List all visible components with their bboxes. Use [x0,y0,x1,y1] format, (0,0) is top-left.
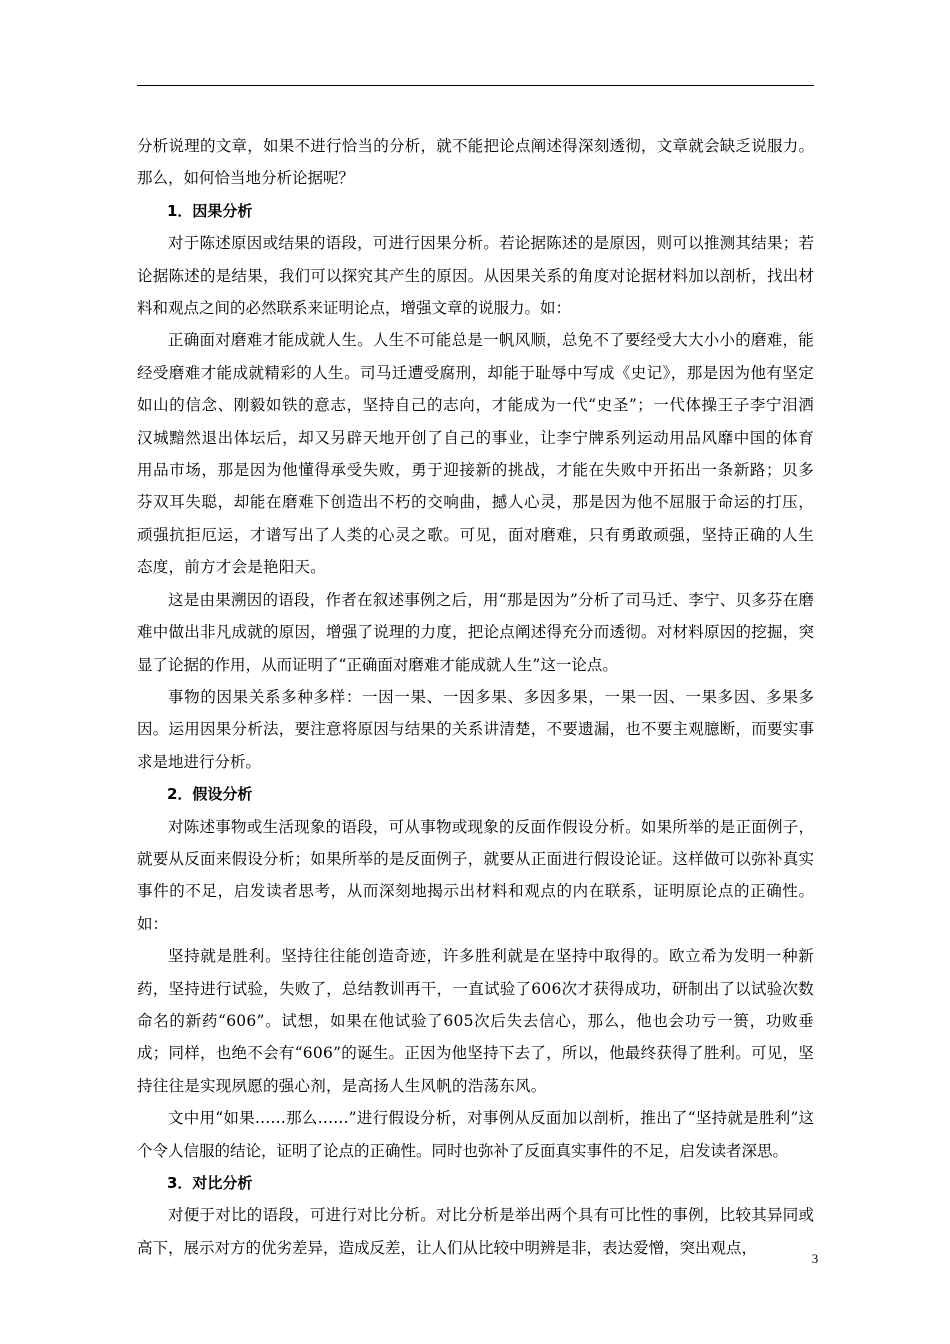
page-content [137,130,814,1264]
section-heading-causal: 1．因果分析 [167,201,253,220]
section-heading-contrast: 3．对比分析 [167,1174,253,1192]
causal-example: 正确面对磨难才能成就人生。人生不可能总是一帆风顺，总免不了要经受大大小小的磨难，能经受磨难才能成就精彩的人生。司马迁遭受腐刑，却能于耻辱中写成《史记》，那是因为他有坚定如山的信念、刚毅如铁的意志，坚持自己的志向，才能成为一代“史圣”；一代体操王子李宁泪洒汉城黯然退出体坛后，却又另辟天地开创了自己的事业，让李宁牌系列运动用品风靡中国的体育用品市场，那是因为他懂得承受失败，勇于迎接新的挑战，才能在失败中开拓出一条新路；贝多芬双耳失聪，却能在磨难下创造出不朽的交响曲，撼人心灵，那是因为他不屈服于命运的打压，顽强抗拒厄运，才谱写出了人类的心灵之歌。可见，面对磨难，只有勇敢顽强，坚持正确的人生态度，前方才会是艳阳天。 [137,331,814,577]
header-rule [137,85,814,86]
contrast-paragraph-1: 对便于对比的语段，可进行对比分析。对比分析是举出两个具有可比性的事例，比较其异同或高下，展示对方的优劣差异，造成反差，让人们从比较中明辨是非，表达爱憎，突出观点， [137,1206,814,1257]
hypothesis-paragraph-1: 对陈述事物或生活现象的语段，可从事物或现象的反面作假设分析。如果所举的是正面例子，就要从反面来假设分析；如果所举的是反面例子，就要从正面进行假设论证。这样做可以弥补真实事件的不足，启发读者思考，从而深刻地揭示出材料和观点的内在联系，证明原论点的正确性。如： [137,817,814,933]
hypothesis-example: 坚持就是胜利。坚持往往能创造奇迹，许多胜利就是在坚持中取得的。欧立希为发明一种新药，坚持进行试验，失败了，总结教训再干，一直试验了606次才获得成功，研制出了以试验次数命名的新药“606”。试想，如果在他试验了605次后失去信心，那么，他也会功亏一篑，功败垂成；同样，也绝不会有“606”的诞生。正因为他坚持下去了，所以，他最终获得了胜利。可见，坚持往往是实现夙愿的强心剂，是高扬人生风帆的浩荡东风。 [137,947,814,1095]
intro-paragraph: 分析说理的文章，如果不进行恰当的分析，就不能把论点阐述得深刻透彻，文章就会缺乏说服力。那么，如何恰当地分析论据呢？ [137,137,814,188]
causal-paragraph-2: 这是由果溯因的语段，作者在叙述事例之后，用“那是因为”分析了司马迁、李宁、贝多芬在磨难中做出非凡成就的原因，增强了说理的力度，把论点阐述得充分而透彻。对材料原因的挖掘，突显了论据的作用，从而证明了“正确面对磨难才能成就人生”这一论点。 [137,590,814,674]
causal-paragraph-3: 事物的因果关系多种多样：一因一果、一因多果、多因多果，一果一因、一果多因、多果多因。运用因果分析法，要注意将原因与结果的关系讲清楚，不要遗漏，也不要主观臆断，而要实事求是地进行分析。 [137,687,814,771]
hypothesis-paragraph-2: 文中用“如果……那么……”进行假设分析，对事例从反面加以剖析，推出了“坚持就是胜利”这个令人信服的结论，证明了论点的正确性。同时也弥补了反面真实事件的不足，启发读者深思。 [137,1109,814,1160]
section-heading-hypothesis: 2．假设分析 [167,785,253,804]
page-number: 3 [811,1251,819,1266]
causal-paragraph-1: 对于陈述原因或结果的语段，可进行因果分析。若论据陈述的是原因，则可以推测其结果；若论据陈述的是结果，我们可以探究其产生的原因。从因果关系的角度对论据材料加以剖析，找出材料和观点之间的必然联系来证明论点，增强文章的说服力。如： [137,234,814,318]
